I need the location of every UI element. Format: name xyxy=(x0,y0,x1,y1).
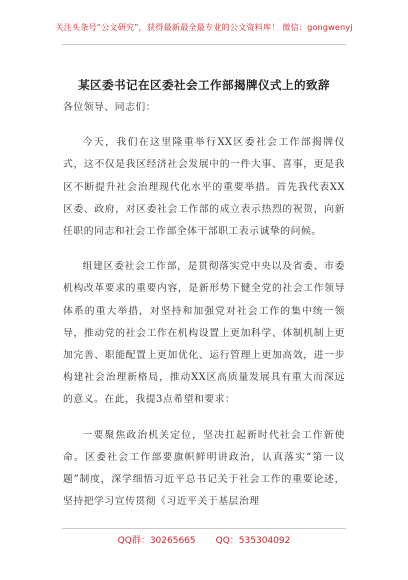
paragraph-2: 组建区委社会工作部，是贯彻落实党中央以及省委、市委机构改革要求的重要内容，是新形势下健全党的社会工作领导体系的重大举措，对坚持和加强党对社会工作的集中统一领导，推动党的社会工作在机构设置上更加科学、体制机制上更加完善、职能配置上更加优化、运行管理上更加高效，进一步构建社会治理新格局，推动XX区高质量发展具有重大而深远的意义。在此，我提3点希望和要求： xyxy=(63,261,345,406)
salutation: 各位领导、同志们： xyxy=(63,102,157,113)
qq-text: QQ：535304092 xyxy=(215,536,291,546)
qq-group-text: QQ群：30265665 xyxy=(117,536,196,546)
paragraph-3: 一要聚焦政治机关定位，坚决扛起新时代社会工作新使命。区委社会工作部要旗帜鲜明讲政治，认真落实“第一议题”制度，深学细悟习近平总书记关于社会工作的重要论述，坚持把学习宣传贯彻《习近平关于基层治理 xyxy=(63,429,345,508)
document-body xyxy=(63,97,345,513)
paragraph-1: 今天，我们在这里隆重举行XX区委社会工作部揭牌仪式，这不仅是我区经济社会发展中的一件大事、喜事，更是我区不断提升社会治理现代化水平的重要举措。首先我代表XX区委、政府，对区委社会工作部的成立表示热烈的祝贺，向新任职的同志和社会工作部全体干部职工表示诚挚的问候。 xyxy=(63,137,345,238)
footer-divider xyxy=(62,528,346,529)
contact-footer xyxy=(0,533,408,546)
header-divider xyxy=(62,44,346,45)
document-title: 某区委书记在区委社会工作部揭牌仪式上的致辞 xyxy=(78,78,330,92)
promo-banner: 关注头条号“公文研究”，获得最新最全最专业的公文资料库！ 微信：gongwenyj xyxy=(55,22,353,32)
